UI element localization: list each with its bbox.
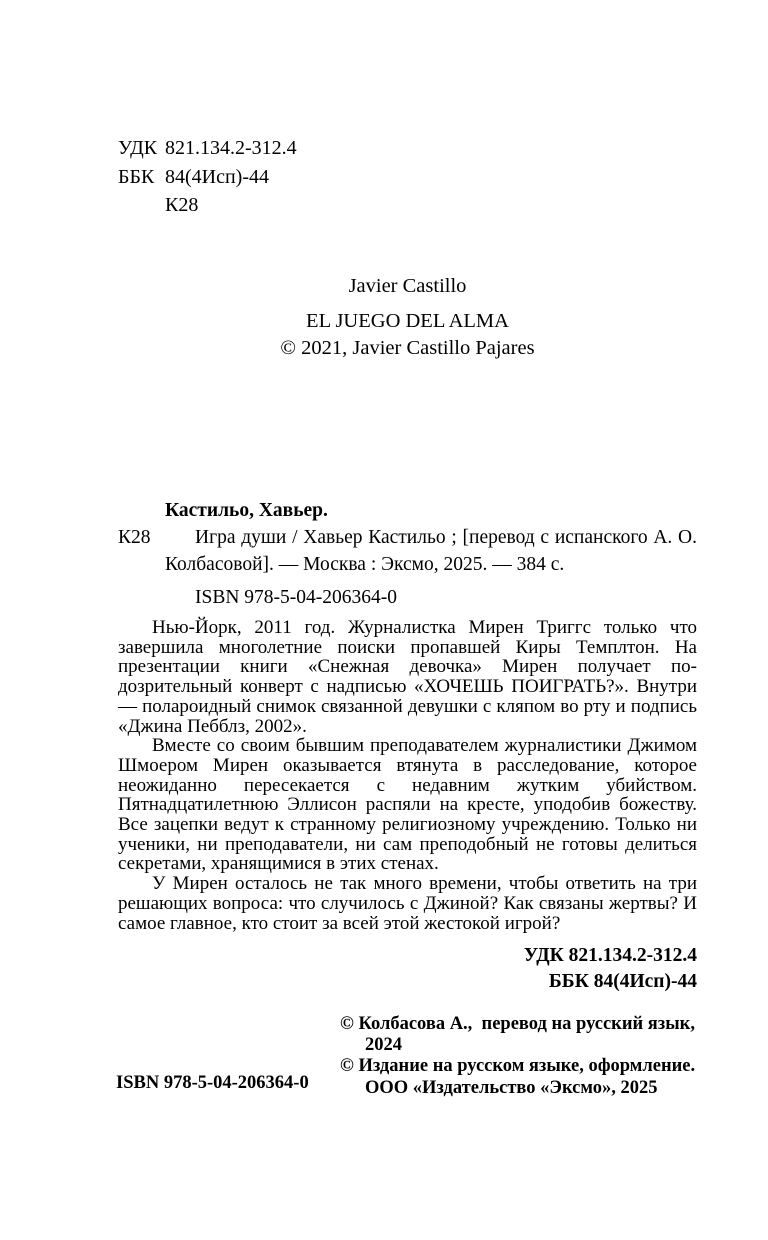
udk-label: УДК xyxy=(118,137,158,159)
biblio-index-code: К28 xyxy=(118,527,151,548)
original-title: EL JUEGO DEL ALMA xyxy=(306,310,509,332)
bbk-row xyxy=(118,163,297,192)
author-code-row xyxy=(118,191,297,220)
annotation-paragraph-3: У Мирен осталось не так много времени, чтобы ответить на три решающих вопроса: что случилось с Джиной? Как связаны жертвы? И самое главное, кто стоит за всей этой жестокой игрой? xyxy=(118,873,697,934)
footer-bbk: ББК 84(4Исп)-44 xyxy=(548,971,697,992)
biblio-isbn: ISBN 978-5-04-206364-0 xyxy=(195,587,398,608)
annotation xyxy=(118,618,697,933)
copyright-translation-line-2: 2024 xyxy=(365,1035,402,1056)
classification-block xyxy=(118,134,297,220)
isbn-bottom: ISBN 978-5-04-206364-0 xyxy=(116,1073,309,1093)
annotation-paragraph-1: Нью-Йорк, 2011 год. Журналистка Мирен Триггс только что завершила многолетние поиски пропавшей Киры Темплтон. На презентации книги «Снежная девочка» Мирен получает подозрительный конверт с надписью «ХОЧЕШЬ ПОИГРАТЬ?». Внутри — полароидный снимок связанной девушки с кляпом во рту и подпись «Джина Пебблз, 2002». xyxy=(118,617,697,737)
bbk-value: 84(4Исп)-44 xyxy=(165,165,270,188)
bibliographic-record xyxy=(118,497,697,611)
copyright-block xyxy=(340,1014,725,1099)
classification-footer xyxy=(118,943,697,995)
original-title-block xyxy=(118,273,697,362)
original-copyright: © 2021, Javier Castillo Pajares xyxy=(280,337,535,359)
copyright-edition-line-2: ООО «Издательство «Эксмо», 2025 xyxy=(365,1077,658,1098)
annotation-paragraph-2: Вместе со своим бывшим преподавателем журналистики Джимом Шмоером Мирен оказывается втянута в расследование, которое неожиданно пересекается с недавним жутким убийством. Пятнадцатилетнюю Эллисон распяли на кресте, уподобив божеству. Все зацепки ведут к странному религиозному учреждению. Только ни ученики, ни преподаватели, ни сам преподобный не готовы делиться секретами, хранящимися в этих стенах. xyxy=(118,735,697,875)
author-code-spacer xyxy=(118,191,165,220)
bbk-label: ББК xyxy=(118,165,155,188)
biblio-author-heading: Кастильо, Хавьер. xyxy=(165,500,328,521)
original-author: Javier Castillo xyxy=(348,275,467,297)
biblio-entry xyxy=(118,524,697,578)
copyright-translation-line-1: © Колбасова А., перевод на русский язык, xyxy=(340,1014,695,1034)
udk-value: 821.134.2-312.4 xyxy=(165,137,297,159)
udk-row xyxy=(118,134,297,163)
footer-udk: УДК 821.134.2-312.4 xyxy=(523,945,697,966)
biblio-description: Игра души / Хавьер Кастильо ; [перевод с испанского А. О. Колбасовой]. — Москва : Эксмо, 2025. — 384 с. xyxy=(165,527,697,575)
author-code-value: К28 xyxy=(165,194,199,216)
copyright-edition-line-1: © Издание на русском языке, оформление. xyxy=(340,1056,696,1077)
